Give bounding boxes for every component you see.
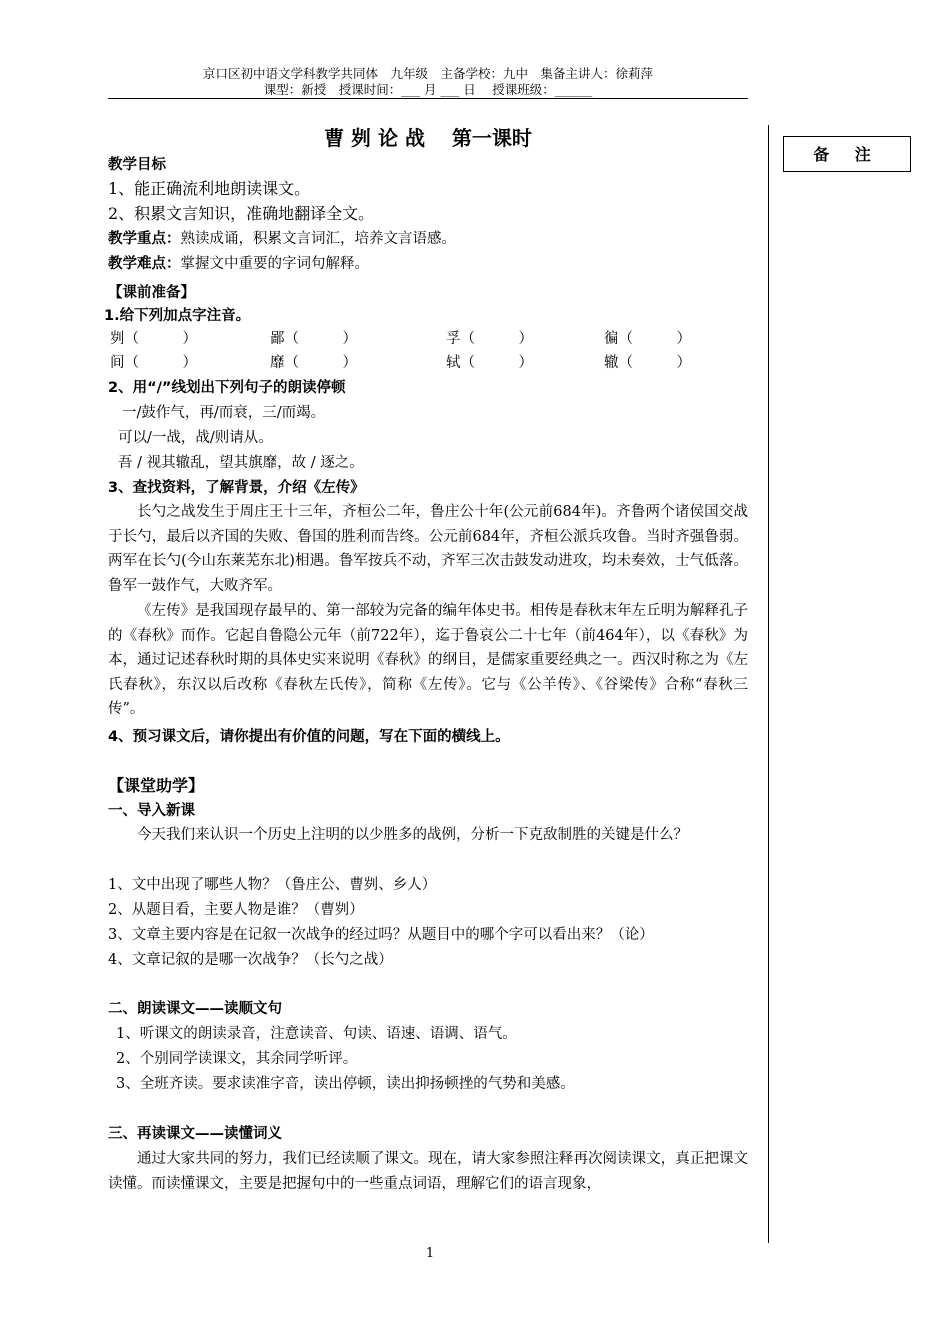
prep-q1: 1.给下列加点字注音。 — [104, 308, 251, 324]
prep-heading: 【课前准备】 — [108, 285, 195, 301]
difficulty-label: 教学难点： — [108, 256, 181, 272]
classroom-heading: 【课堂助学】 — [108, 776, 205, 795]
key-point-label: 教学重点： — [108, 231, 181, 247]
header-rule — [108, 98, 748, 99]
pinyin-item: 鄙（ ） — [270, 331, 357, 347]
zuozhuan-paragraph: 《左传》是我国现存最早的、第一部较为完备的编年体史书。相传是春秋末年左丘明为解释孔子的《春秋》而作。它起自鲁隐公元年（前722年），迄于鲁哀公二十七年（前464年），以《春秋》为本，通过记述春秋时期的具体史实来说明《春秋》的纲目，是儒家重要经典之一。西汉时称之为《左氏春秋》，东汉以后改称《春秋左氏传》，简称《左传》。它与《公羊传》、《谷梁传》合称“春秋三传”。 — [108, 603, 748, 717]
section1-item: 1、文中出现了哪些人物？（鲁庄公、曹刿、乡人） — [108, 877, 437, 893]
section2-item: 3、全班齐读。要求读准字音，读出停顿，读出抑扬顿挫的气势和美感。 — [116, 1076, 575, 1092]
section3-text: 通过大家共同的努力，我们已经读顺了课文。现在，请大家参照注释再次阅读课文，真正把课文读懂。而读懂课文，主要是把握句中的一些重点词语，理解它们的语言现象， — [108, 1151, 748, 1192]
notes-label: 备 注 — [783, 136, 911, 172]
difficulty — [108, 252, 748, 276]
pinyin-item: 孚（ ） — [446, 331, 533, 347]
section1-heading: 一、导入新课 — [108, 803, 195, 819]
background-paragraph: 长勺之战发生于周庄王十三年，齐桓公二年，鲁庄公十年(公元前684年)。齐鲁两个诸侯国交战于长勺，最后以齐国的失败、鲁国的胜利而告终。公元前684年，齐桓公派兵攻鲁。当时齐强鲁弱。两军在长勺(今山东莱芜东北)相遇。鲁军按兵不动，齐军三次击鼓发动进攻，均未奏效，士气低落。鲁军一鼓作气，大败齐军。 — [108, 504, 748, 594]
objective-item: 1、能正确流利地朗读课文。 — [108, 179, 311, 198]
difficulty-text: 掌握文中重要的字词句解释。 — [180, 256, 369, 272]
page-title: 曹 刿 论 战 第一课时 — [324, 126, 532, 150]
section2-heading: 二、朗读课文——读顺文句 — [108, 1001, 282, 1017]
objectives-heading: 教学目标 — [108, 157, 166, 173]
prep-q2: 2、用“/”线划出下列句子的朗读停顿 — [108, 380, 346, 396]
sentence: 吾 / 视其辙乱，望其旗靡，故 / 逐之。 — [118, 455, 364, 471]
pinyin-item: 靡（ ） — [270, 355, 357, 371]
pinyin-item: 轼（ ） — [446, 355, 533, 371]
section1-item: 4、文章记叙的是哪一次战争？（长勺之战） — [108, 952, 393, 968]
pinyin-item: 间（ ） — [110, 355, 197, 371]
section3-heading: 三、再读课文——读懂词义 — [108, 1126, 282, 1142]
page-number: 1 — [425, 1246, 435, 1261]
pinyin-item: 刿（ ） — [110, 331, 197, 347]
prep-q4: 4、预习课文后，请你提出有价值的问题，写在下面的横线上。 — [108, 729, 510, 745]
objective-item: 2、积累文言知识，准确地翻译全文。 — [108, 204, 375, 223]
header-line-2: 课型：新授 授课时间：___ 月 ___ 日 授课班级：______ — [263, 82, 593, 97]
prep-q3: 3、查找资料，了解背景，介绍《左传》 — [108, 480, 365, 496]
sentence: 一/鼓作气，再/而衰，三/而竭。 — [122, 405, 326, 421]
section2-item: 2、个别同学读课文，其余同学听评。 — [116, 1051, 358, 1067]
section2-item: 1、听课文的朗读录音，注意读音、句读、语速、语调、语气。 — [116, 1026, 517, 1042]
key-point — [108, 227, 748, 251]
header-line-1: 京口区初中语文学科教学共同体 九年级 主备学校：九中 集备主讲人：徐莉萍 — [202, 66, 653, 81]
section1-item: 2、从题目看，主要人物是谁？（曹刿） — [108, 902, 364, 918]
key-point-text: 熟读成诵，积累文言词汇，培养文言语感。 — [180, 231, 456, 247]
sentence: 可以/一战，战/则请从。 — [118, 430, 273, 446]
pinyin-item: 辙（ ） — [604, 355, 691, 371]
section1-intro: 今天我们来认识一个历史上注明的以少胜多的战例，分析一下克敌制胜的关键是什么？ — [137, 827, 688, 843]
notes-divider — [768, 125, 769, 1243]
pinyin-item: 徧（ ） — [604, 331, 691, 347]
section1-item: 3、文章主要内容是在记叙一次战争的经过吗？从题目中的哪个字可以看出来？（论） — [108, 927, 654, 943]
